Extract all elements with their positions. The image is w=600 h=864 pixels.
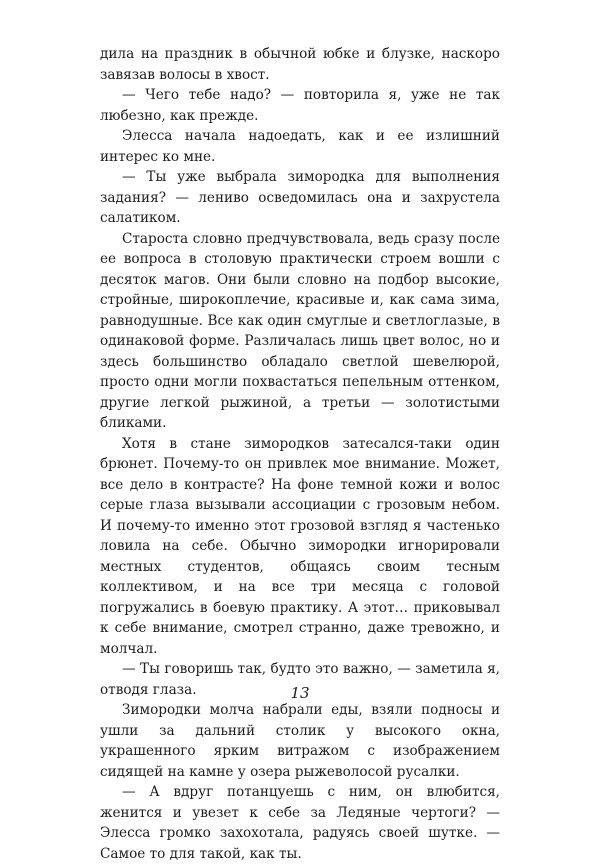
page-text bbox=[100, 44, 500, 864]
paragraph: — Ты уже выбрала зимородка для выполнения задания? — лениво осведомилась она и захрустела салатиком. bbox=[100, 169, 500, 226]
paragraph: Староста словно предчувствовала, ведь сразу после ее вопроса в столовую практически строем вошли с десяток магов. Они были словно на подбор высокие, стройные, широкоплечие, красивые и, как сама зима, равнодушные. Все как один смуглые и светлоглазые, в одинаковой форме. Различалась лишь цвет волос, но и здесь большинство обладало светлой шевелюрой, просто одни могли похвастаться пепельным оттенком, другие легкой рыжиной, а третьи — золотистыми бликами. bbox=[100, 230, 500, 431]
paragraph: — Чего тебе надо? — повторила я, уже не так любезно, как прежде. bbox=[100, 87, 500, 124]
paragraph: — Ты говоришь так, будто это важно, — заметила я, отводя глаза. bbox=[100, 661, 500, 698]
paragraph: Зимородки молча набрали еды, взяли подносы и ушли за дальний столик у высокого окна, украшенного ярким витражом с изображением сидящей на камне у озера рыжеволосой русалки. bbox=[100, 702, 500, 780]
page-number: 13 bbox=[290, 684, 310, 702]
paragraph: Хотя в стане зимородков затесался-таки один брюнет. Почему-то он привлек мое внимание. Может, все дело в контрасте? На фоне темной кожи и волос серые глаза вызывали ассоциации с грозовым небом. И почему-то именно этот грозовой взгляд я частенько ловила на себе. Обычно зимородки игнорировали местных студентов, общаясь своим тесным коллективом, и на все три месяца с головой погружались в боевую практику. А этот… приковывал к себе внимание, смотрел странно, даже тревожно, и молчал. bbox=[100, 435, 500, 657]
paragraph: Элесса начала надоедать, как и ее излишний интерес ко мне. bbox=[100, 128, 500, 165]
paragraph: — А вдруг потанцуешь с ним, он влюбится, женится и увезет к себе за Ледяные чертоги? — Элесса громко захохотала, радуясь своей шутке. — Самое то для такой, как ты. bbox=[100, 784, 500, 862]
paragraph: дила на праздник в обычной юбке и блузке, наскоро завязав волосы в хвост. bbox=[100, 46, 500, 83]
